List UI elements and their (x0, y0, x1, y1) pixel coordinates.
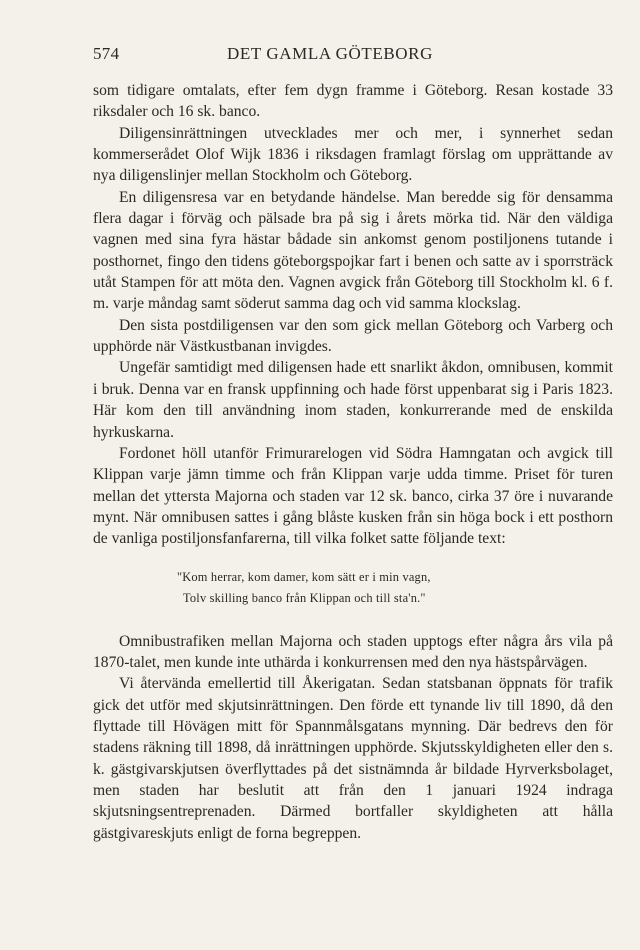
page-number: 574 (93, 44, 120, 63)
running-title: DET GAMLA GÖTEBORG (227, 44, 433, 63)
paragraph: Diligensinrättningen utvecklades mer och mer, i synnerhet sedan kommerserådet Olof Wijk 1836 i riksdagen framlagt förslag om upprättande av nya diligenslinjer mellan Stockholm och Göteborg. (93, 124, 613, 185)
page-header (93, 44, 613, 72)
paragraph: som tidigare omtalats, efter fem dygn framme i Göteborg. Resan kostade 33 riksdaler och 16 sk. banco. (93, 82, 613, 121)
paragraph: Ungefär samtidigt med diligensen hade ett snarlikt åkdon, omnibusen, kommit i bruk. Denna var en fransk uppfinning och hade först uppenbarat sig i Paris 1823. Här kom den till användning inom staden, konkurrerande med de enskilda hyrkuskarna. (93, 359, 613, 441)
body-text (93, 80, 613, 844)
paragraph: Den sista postdiligensen var den som gick mellan Göteborg och Varberg och upphörde när Västkustbanan invigdes. (93, 316, 613, 356)
paragraph: Fordonet höll utanför Frimurarelogen vid Södra Hamngatan och avgick till Klippan varje jämn timme och från Klippan varje udda timme. Priset för turen mellan det yttersta Majorna och staden var 12 sk. banco, cirka 37 öre i nuvarande mynt. När omnibusen sattes i gång blåste kusken från sin höga bock i ett posthorn de vanliga postiljonsfanfarerna, till vilka folket satte följande text: (93, 444, 613, 548)
paragraph: Omnibustrafiken mellan Majorna och staden upptogs efter några års vila på 1870-talet, men kunde inte uthärda i konkurrensen med den nya hästspårvägen. (93, 632, 613, 671)
paragraph: Vi återvända emellertid till Åkerigatan. Sedan statsbanan öppnats för trafik gick det utför med skjutsinrättningen. Den förde ett tynande liv till 1890, då den flyttade till Hövägen mitt för Spannmålsgatans mynning. Där bedrevs den för stadens räkning till 1898, då inrättningen upphörde. Skjutsskyldigheten eller den s. k. gästgivarskjutsen överflyttades på det sistnämnda år bildade Hyrverksbolaget, men staden har beslutit att från den 1 januari 1924 indraga skjutsningsentreprenaden. Därmed bortfaller skyldigheten att hålla gästgivareskjuts enligt de forna begreppen. (93, 675, 613, 842)
verse-quote (93, 567, 613, 609)
book-page (93, 44, 613, 844)
verse-line: Tolv skilling banco från Klippan och till sta'n." (183, 590, 426, 605)
verse-line: "Kom herrar, kom damer, kom sätt er i min vagn, (177, 569, 431, 584)
paragraph: En diligensresa var en betydande händelse. Man beredde sig för densamma flera dagar i förväg och pälsade bra på sig i årets mörka tid. När den väldiga vagnen med sina fyra hästar bådade sin ankomst genom postiljonens tutande i posthornet, fingo den tidens göteborgspojkar fart i benen och satte av i sporrsträck utåt Stampen för att möta den. Vagnen avgick från Göteborg till Stockholm kl. 6 f. m. varje måndag samt söderut samma dag och vid samma klockslag. (93, 188, 613, 313)
